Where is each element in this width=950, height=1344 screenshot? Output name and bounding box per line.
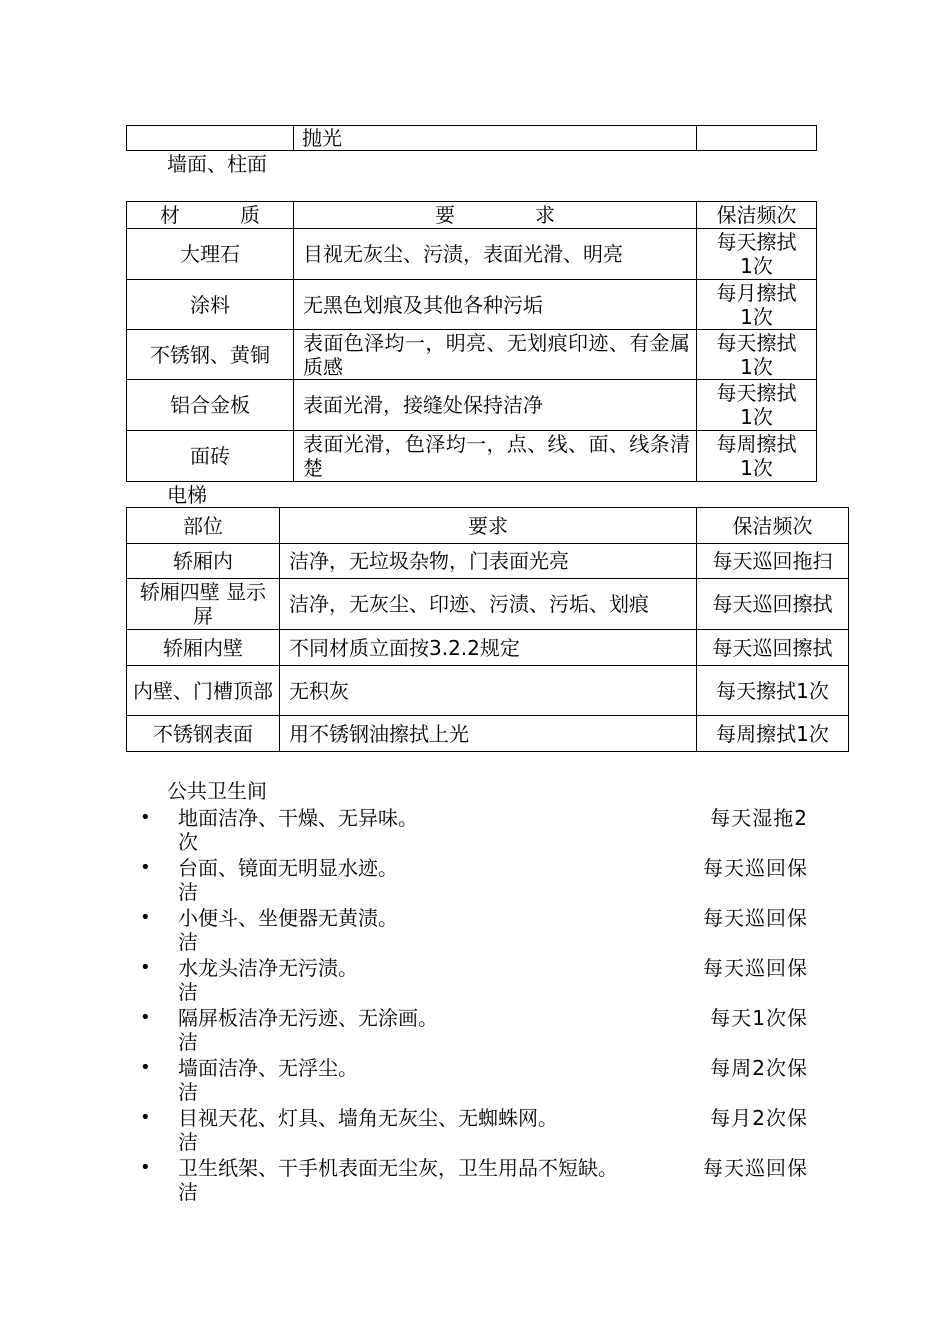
wall-row-requirement: 表面光滑，色泽均一，点、线、面、线条清楚 xyxy=(294,431,697,482)
top-cell-empty-1 xyxy=(127,126,294,151)
elevator-row-requirement: 用不锈钢油擦拭上光 xyxy=(280,716,697,752)
wall-row-material: 面砖 xyxy=(127,431,294,482)
bullet-icon: • xyxy=(140,857,151,878)
list-item-text: 水龙头洁净无污渍。 xyxy=(178,956,358,980)
bullet-icon: • xyxy=(140,1007,151,1028)
bullet-icon: • xyxy=(140,1107,151,1128)
list-item-continuation: 洁 xyxy=(178,930,198,954)
elevator-row-part: 内壁、门槽顶部 xyxy=(127,666,280,716)
wall-row-material: 大理石 xyxy=(127,229,294,280)
list-item-continuation: 次 xyxy=(178,830,198,854)
elevator-row-frequency: 每周擦拭1次 xyxy=(697,716,849,752)
list-item-frequency: 每天1次保 xyxy=(710,1006,808,1030)
wall-heading: 墙面、柱面 xyxy=(167,152,267,176)
list-item-frequency: 每天巡回保 xyxy=(703,906,808,930)
list-item-text: 小便斗、坐便器无黄渍。 xyxy=(178,906,398,930)
list-item-frequency: 每月2次保 xyxy=(710,1106,808,1130)
list-item-frequency: 每天巡回保 xyxy=(703,856,808,880)
wall-row-frequency: 每天擦拭 1次 xyxy=(697,380,817,431)
elevator-header-part: 部位 xyxy=(127,508,280,544)
elevator-row-part: 轿厢四壁 显示屏 xyxy=(127,579,280,630)
elevator-heading: 电梯 xyxy=(167,483,207,507)
list-item-frequency: 每周2次保 xyxy=(710,1056,808,1080)
list-item-text: 隔屏板洁净无污迹、无涂画。 xyxy=(178,1006,438,1030)
elevator-row-part: 不锈钢表面 xyxy=(127,716,280,752)
list-item xyxy=(130,956,820,1006)
list-item-text: 目视天花、灯具、墙角无灰尘、无蜘蛛网。 xyxy=(178,1106,558,1130)
list-item-text: 墙面洁净、无浮尘。 xyxy=(178,1056,358,1080)
list-item-text: 地面洁净、干燥、无异味。 xyxy=(178,806,418,830)
list-item xyxy=(130,806,820,856)
wall-row-requirement: 表面色泽均一，明亮、无划痕印迹、有金属质感 xyxy=(294,330,697,380)
wall-row-requirement: 无黑色划痕及其他各种污垢 xyxy=(294,280,697,330)
wall-row-requirement: 目视无灰尘、污渍，表面光滑、明亮 xyxy=(294,229,697,280)
list-item-continuation: 洁 xyxy=(178,1130,198,1154)
elevator-row-requirement: 不同材质立面按3.2.2规定 xyxy=(280,630,697,666)
elevator-row-requirement: 无积灰 xyxy=(280,666,697,716)
list-item-frequency: 每天巡回保 xyxy=(703,956,808,980)
wall-row-frequency: 每天擦拭 1次 xyxy=(697,229,817,280)
elevator-row-frequency: 每天巡回擦拭 xyxy=(697,579,849,630)
wall-header-material: 材 质 xyxy=(127,202,294,229)
list-item-continuation: 洁 xyxy=(178,1180,198,1204)
elevator-header-frequency: 保洁频次 xyxy=(697,508,849,544)
elevator-row-part: 轿厢内壁 xyxy=(127,630,280,666)
wall-header-requirement: 要 求 xyxy=(294,202,697,229)
elevator-row-frequency: 每天巡回擦拭 xyxy=(697,630,849,666)
bullet-icon: • xyxy=(140,957,151,978)
list-item-text: 卫生纸架、干手机表面无尘灰，卫生用品不短缺。 xyxy=(178,1156,618,1180)
top-cell-polish: 抛光 xyxy=(294,126,697,151)
wall-header-frequency: 保洁频次 xyxy=(697,202,817,229)
bullet-icon: • xyxy=(140,807,151,828)
wall-row-frequency: 每周擦拭 1次 xyxy=(697,431,817,482)
list-item xyxy=(130,1156,820,1206)
list-item xyxy=(130,1056,820,1106)
top-table xyxy=(126,125,817,151)
list-item-continuation: 洁 xyxy=(178,1030,198,1054)
restroom-list xyxy=(130,806,820,1206)
top-cell-empty-3 xyxy=(697,126,817,151)
wall-row-frequency: 每月擦拭 1次 xyxy=(697,280,817,330)
restroom-heading: 公共卫生间 xyxy=(167,779,267,803)
elevator-row-frequency: 每天擦拭1次 xyxy=(697,666,849,716)
elevator-row-requirement: 洁净，无灰尘、印迹、污渍、污垢、划痕 xyxy=(280,579,697,630)
list-item-continuation: 洁 xyxy=(178,880,198,904)
wall-row-material: 不锈钢、黄铜 xyxy=(127,330,294,380)
wall-row-frequency: 每天擦拭 1次 xyxy=(697,330,817,380)
elevator-row-requirement: 洁净，无垃圾杂物，门表面光亮 xyxy=(280,544,697,579)
list-item xyxy=(130,1106,820,1156)
wall-row-material: 涂料 xyxy=(127,280,294,330)
elevator-row-part: 轿厢内 xyxy=(127,544,280,579)
list-item-continuation: 洁 xyxy=(178,980,198,1004)
list-item-text: 台面、镜面无明显水迹。 xyxy=(178,856,398,880)
list-item xyxy=(130,906,820,956)
bullet-icon: • xyxy=(140,907,151,928)
list-item-frequency: 每天巡回保 xyxy=(703,1156,808,1180)
elevator-row-frequency: 每天巡回拖扫 xyxy=(697,544,849,579)
elevator-table xyxy=(126,507,849,752)
bullet-icon: • xyxy=(140,1057,151,1078)
elevator-header-requirement: 要求 xyxy=(280,508,697,544)
wall-row-material: 铝合金板 xyxy=(127,380,294,431)
list-item xyxy=(130,856,820,906)
list-item-continuation: 洁 xyxy=(178,1080,198,1104)
list-item xyxy=(130,1006,820,1056)
bullet-icon: • xyxy=(140,1157,151,1178)
list-item-frequency: 每天湿拖2 xyxy=(710,806,808,830)
wall-table xyxy=(126,201,817,482)
wall-row-requirement: 表面光滑，接缝处保持洁净 xyxy=(294,380,697,431)
